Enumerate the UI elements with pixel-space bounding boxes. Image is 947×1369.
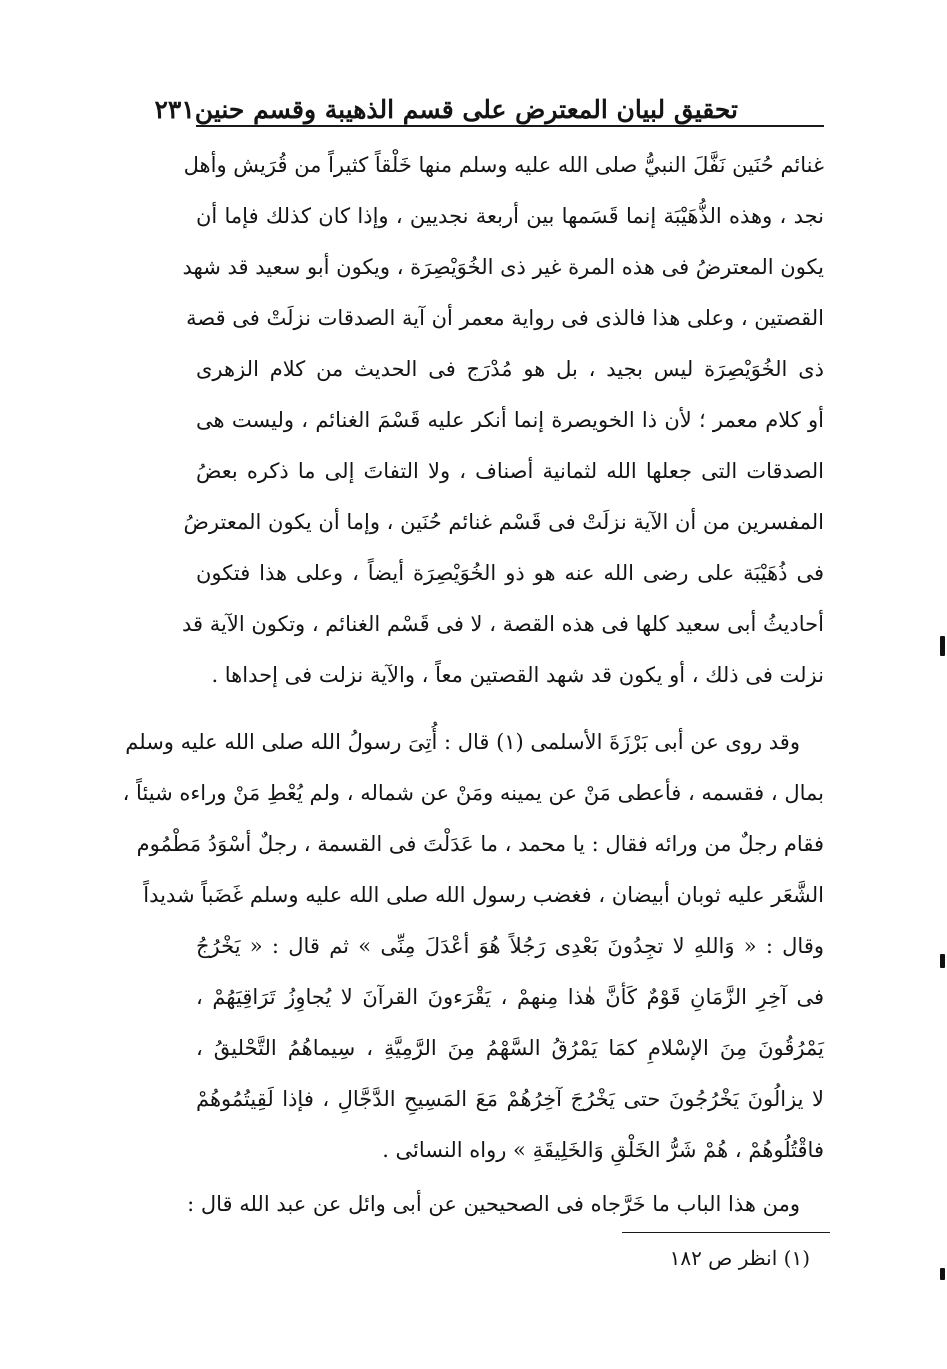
text-line: وقد روى عن أبى بَرْزَةَ الأسلمى (١) قال : أُتِىَ رسولُ الله صلى الله عليه وسلم xyxy=(125,730,800,754)
text-line: بمال ، فقسمه ، فأعطى مَنْ عن يمينه ومَنْ عن شماله ، ولم يُعْطِ مَنْ وراءه شيئاً ، xyxy=(122,781,824,805)
footnote-rule xyxy=(622,1232,830,1233)
text-line: فقام رجلٌ من ورائه فقال : يا محمد ، ما عَدَلْتَ فى القسمة ، رجلٌ أسْوَدُ مَطْمُوم xyxy=(136,832,824,856)
scan-mark xyxy=(940,1268,945,1280)
footnote: (١) انظر ص ١٨٢ xyxy=(669,1246,810,1270)
text-line: أحاديثُ أبى سعيد كلها فى هذه القصة ، لا فى قَسْم الغنائم ، وتكون الآية قد xyxy=(182,612,824,636)
page-number: ٢٣١ xyxy=(154,95,195,124)
text-line: يكون المعترضُ فى هذه المرة غير ذى الخُوَيْصِرَة ، ويكون أبو سعيد قد شهد xyxy=(182,255,824,279)
text-line: وقال : « وَاللهِ لا تجِدُونَ بَعْدِى رَجُلاً هُوَ أعْدَلَ مِنِّى » ثم قال : « يَخْرُجُ xyxy=(196,934,824,958)
page-header xyxy=(154,80,824,124)
body-text xyxy=(122,140,824,1176)
text-line: الصدقات التى جعلها الله لثمانية أصناف ، ولا التفاتَ إلى ما ذكره بعضُ xyxy=(196,459,824,483)
text-line: فاقْتُلُوهُمْ ، هُمْ شَرُّ الخَلْقِ وَالخَلِيقَةِ » رواه النسائى . xyxy=(382,1138,824,1162)
header-rule xyxy=(196,125,824,127)
text-line: المفسرين من أن الآية نزلَتْ فى قَسْم غنائم حُنَين ، وإما أن يكون المعترضُ xyxy=(183,510,824,534)
text-line: نزلت فى ذلك ، أو يكون قد شهد القصتين معاً ، والآية نزلت فى إحداها . xyxy=(211,663,824,687)
text-line: نجد ، وهذه الذُّهَيْبَة إنما قَسَمها بين أربعة نجديين ، وإذا كان كذلك فإما أن xyxy=(196,204,824,228)
text-line: القصتين ، وعلى هذا فالذى فى رواية معمر أن آية الصدقات نزلَتْ فى قصة xyxy=(186,306,824,330)
text-line: فى ذُهَيْبَة على رضى الله عنه هو ذو الخُوَيْصِرَة أيضاً ، وعلى هذا فتكون xyxy=(196,561,824,585)
text-line: الشَّعَر عليه ثوبان أبيضان ، فغضب رسول الله صلى الله عليه وسلم غَضَباً شديداً xyxy=(143,883,824,907)
paragraph-1 xyxy=(182,140,824,701)
paragraph-gap xyxy=(196,701,824,717)
text-line: لا يزالُونَ يَخْرُجُونَ حتى يَخْرُجَ آخِرُهُمْ مَعَ المَسِيحِ الدَّجَّالِ ، فإذا لَقِيتُمُوهُمْ xyxy=(196,1087,824,1111)
scan-mark xyxy=(940,636,945,656)
text-line: يَمْرُقُونَ مِنَ الإسْلامِ كمَا يَمْرُقُ السَّهْمُ مِنَ الرَّمِيَّةِ ، سِيماهُمُ التَّحْليقُ ، xyxy=(196,1036,824,1060)
running-title: تحقيق لبيان المعترض على قسم الذهيبة وقسم حنين xyxy=(194,95,738,124)
paragraph-2 xyxy=(122,717,824,1176)
text-line: غنائم حُنَين نَفَّلَ النبيُّ صلى الله عليه وسلم منها خَلْقاً كثيراً من قُرَيش وأهل xyxy=(183,153,824,177)
text-line: فى آخِرِ الزَّمَانِ قَوْمٌ كَأنَّ هٰذا مِنهمْ ، يَقْرَءونَ القرآنَ لا يُجاوِزُ تَرَاقِيَهُمْ ، xyxy=(196,985,824,1009)
closing-line: ومن هذا الباب ما خَرَّجاه فى الصحيحين عن أبى وائل عن عبد الله قال : xyxy=(187,1192,800,1216)
text-line: ذى الخُوَيْصِرَة ليس بجيد ، بل هو مُدْرَج فى الحديث من كلام الزهرى xyxy=(196,357,824,381)
text-line: أو كلام معمر ؛ لأن ذا الخويصرة إنما أنكر عليه قَسْمَ الغنائم ، وليست هى xyxy=(196,408,824,432)
scan-mark xyxy=(940,954,945,968)
